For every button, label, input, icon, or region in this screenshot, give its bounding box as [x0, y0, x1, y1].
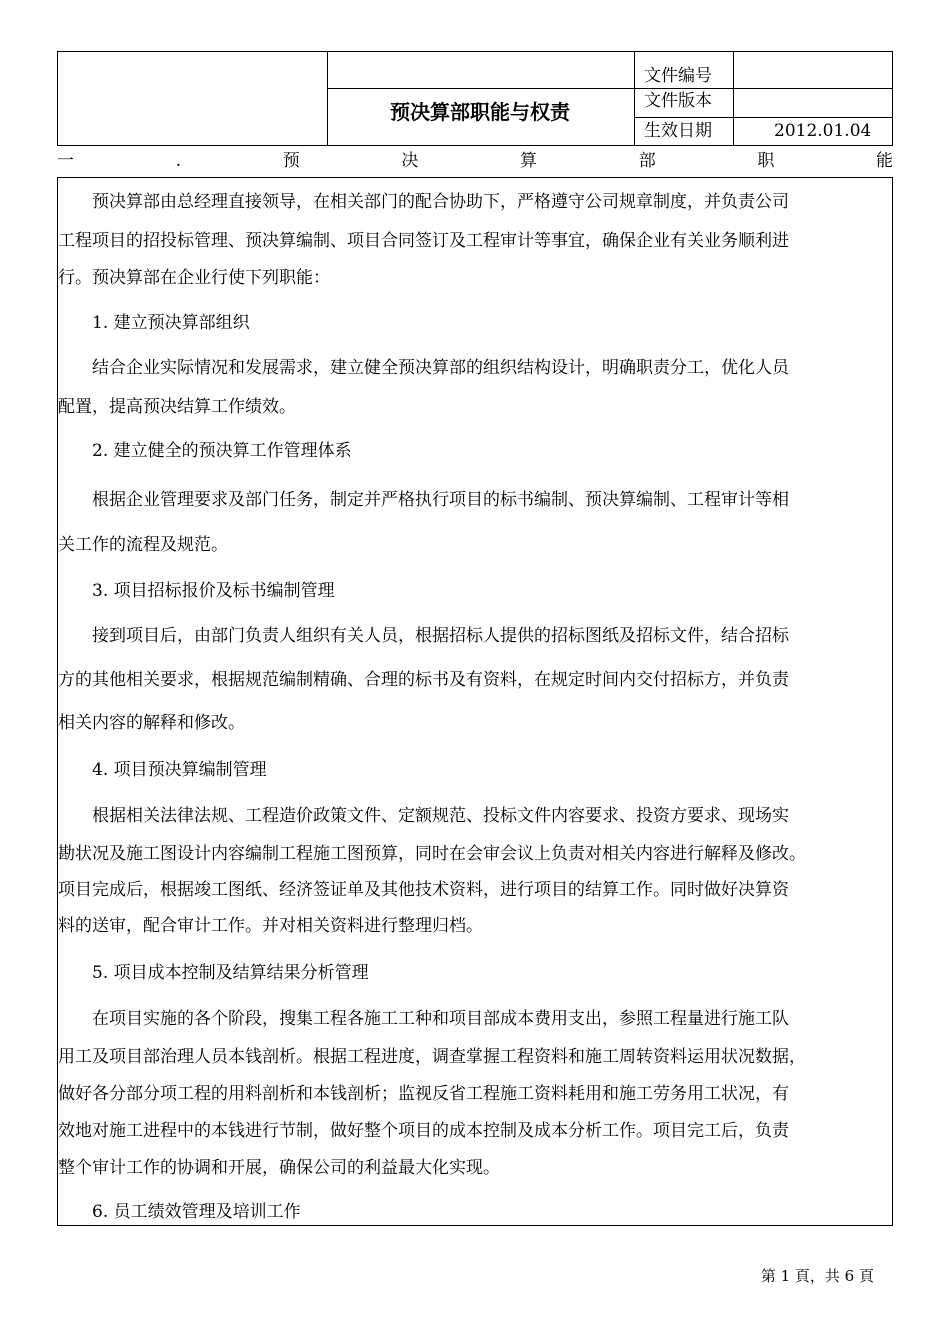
header-row-divider: [327, 88, 892, 89]
section-heading: [57, 148, 893, 174]
section-heading-char: 一: [57, 151, 74, 171]
body-line: 料的送审，配合审计工作。并对相关资料进行整理归档。: [58, 916, 483, 936]
section-heading-char: 能: [876, 151, 893, 171]
body-text-box: [57, 177, 893, 1226]
page-footer: 第 1 頁，共 6 頁: [760, 1267, 874, 1285]
body-line: 3. 项目招标报价及标书编制管理: [58, 581, 335, 601]
header-divider: [733, 52, 734, 145]
section-heading-char: 部: [638, 151, 656, 171]
body-line: 用工及项目部治理人员本钱剖析。根据工程进度，调查掌握工程资料和施工周转资料运用状况数据，: [58, 1047, 806, 1067]
body-line: 1. 建立预决算部组织: [58, 313, 250, 333]
body-line: 工程项目的招投标管理、预决算编制、项目合同签订及工程审计等事宜，确保企业有关业务顺利进: [58, 231, 789, 251]
body-line: 6. 员工绩效管理及培训工作: [58, 1202, 301, 1222]
body-line: 接到项目后，由部门负责人组织有关人员，根据招标人提供的招标图纸及招标文件，结合招标: [58, 626, 789, 646]
effective-date-label: 生效日期: [644, 121, 712, 141]
body-line: 预决算部由总经理直接领导，在相关部门的配合协助下，严格遵守公司规章制度，并负责公司: [58, 192, 789, 212]
body-line: 4. 项目预决算编制管理: [58, 760, 267, 780]
section-heading-char: 职: [757, 151, 775, 171]
body-line: 根据企业管理要求及部门任务，制定并严格执行项目的标书编制、预决算编制、工程审计等相: [58, 490, 789, 510]
body-line: 关工作的流程及规范。: [58, 535, 228, 555]
version-label: 文件版本: [644, 91, 712, 111]
document-title: 预决算部职能与权责: [390, 100, 570, 124]
file-number-label: 文件编号: [644, 66, 712, 86]
body-line: 项目完成后，根据竣工图纸、经济签证单及其他技术资料，进行项目的结算工作。同时做好决算资: [58, 880, 789, 900]
body-line: 结合企业实际情况和发展需求，建立健全预决算部的组织结构设计，明确职责分工，优化人员: [58, 358, 789, 378]
section-heading-char: 算: [520, 151, 538, 171]
body-line: 2. 建立健全的预决算工作管理体系: [58, 441, 352, 461]
body-line: 根据相关法律法规、工程造价政策文件、定额规范、投标文件内容要求、投资方要求、现场实: [58, 806, 789, 826]
body-line: 相关内容的解释和修改。: [58, 713, 245, 733]
body-line: 行。预决算部在企业行使下列职能：: [58, 268, 330, 288]
body-line: 做好各分部分项工程的用料剖析和本钱剖析；监视反省工程施工资料耗用和施工劳务用工状况，有: [58, 1084, 789, 1104]
section-heading-char: .: [175, 151, 182, 171]
header-divider: [634, 52, 635, 145]
body-line: 勘状况及施工图设计内容编制工程施工图预算，同时在会审会议上负责对相关内容进行解释及修改。: [58, 844, 806, 864]
body-line: 效地对施工进程中的本钱进行节制，做好整个项目的成本控制及成本分析工作。项目完工后，负责: [58, 1121, 789, 1141]
body-line: 整个审计工作的协调和开展，确保公司的利益最大化实现。: [58, 1158, 500, 1178]
effective-date-value: 2012.01.04: [774, 121, 872, 141]
section-heading-char: 预: [282, 151, 300, 171]
body-line: 配置，提高预决结算工作绩效。: [58, 397, 296, 417]
section-heading-char: 决: [401, 151, 419, 171]
body-line: 5. 项目成本控制及结算结果分析管理: [58, 963, 369, 983]
body-line: 在项目实施的各个阶段，搜集工程各施工工种和项目部成本费用支出，参照工程量进行施工队: [58, 1009, 789, 1029]
header-row-divider: [634, 117, 892, 118]
body-line: 方的其他相关要求，根据规范编制精确、合理的标书及有资料，在规定时间内交付招标方，并负责: [58, 670, 789, 690]
